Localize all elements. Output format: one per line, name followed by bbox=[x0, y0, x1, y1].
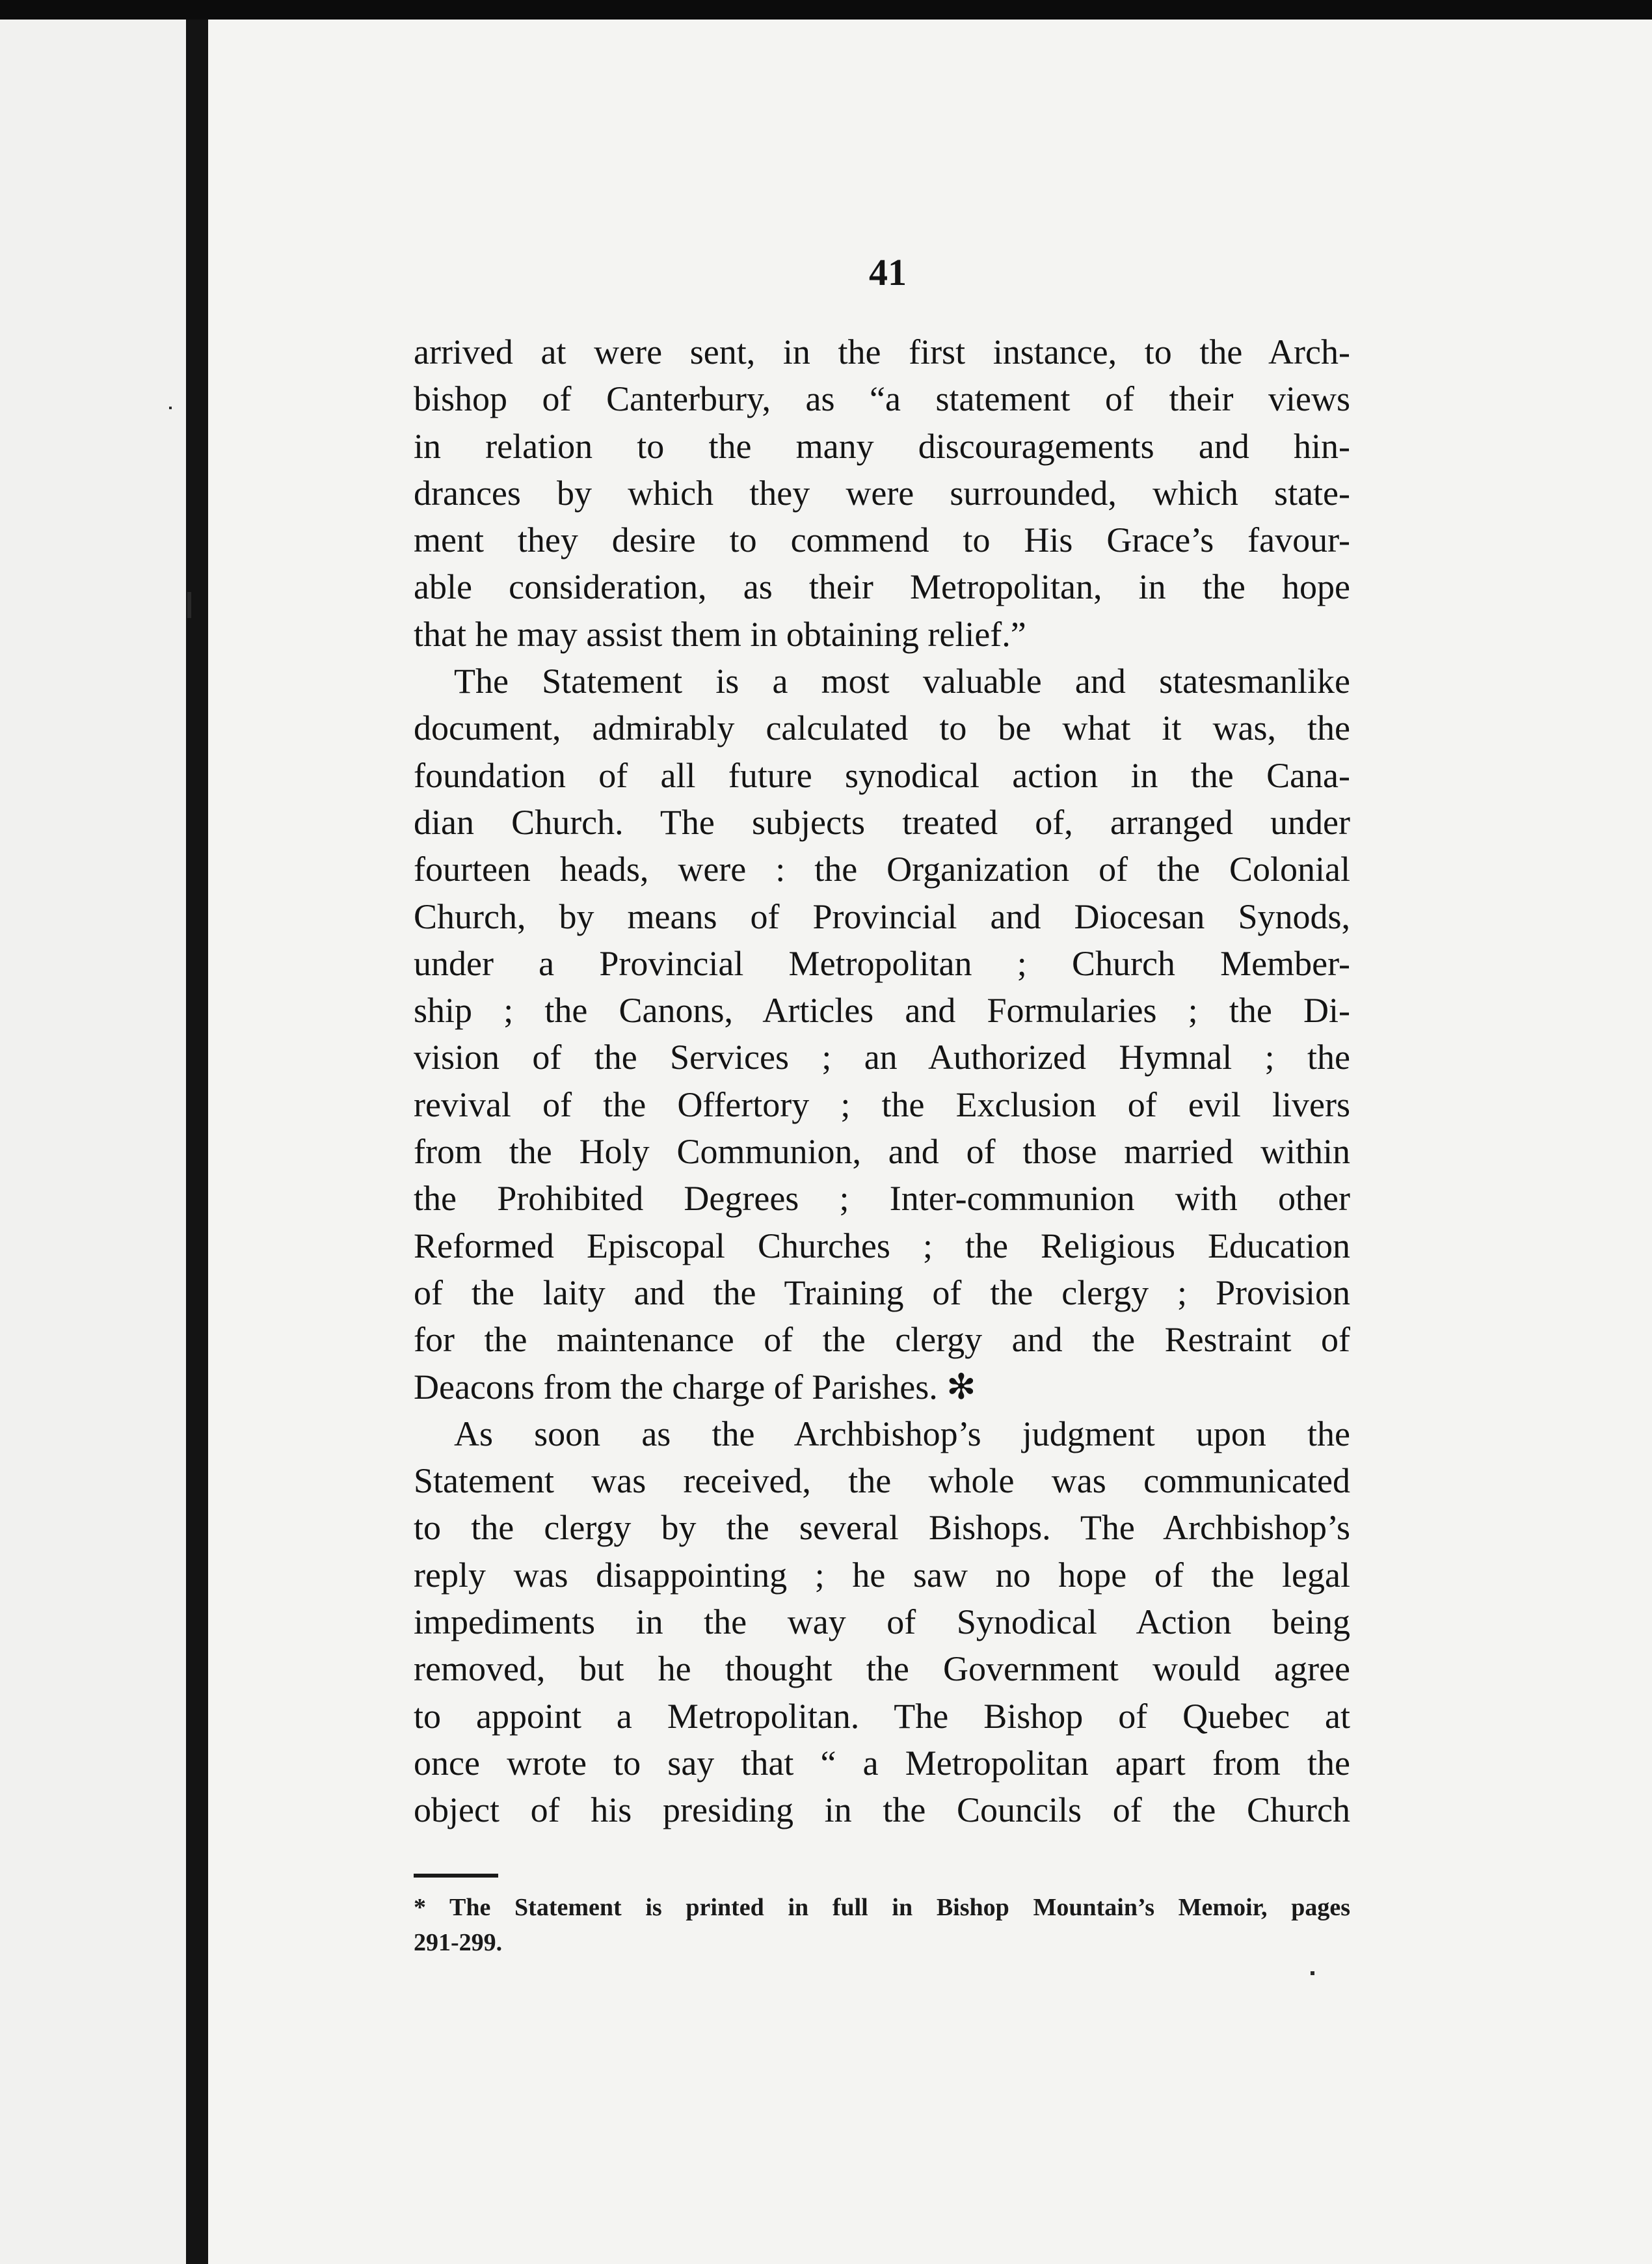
paragraph-1 bbox=[414, 329, 1350, 658]
text-line: arrived at were sent, in the first instance, to the Arch- bbox=[414, 332, 1350, 371]
text-line: under a Provincial Metropolitan ; Church Member- bbox=[414, 943, 1350, 983]
text-line: dian Church. The subjects treated of, arranged under bbox=[414, 802, 1350, 842]
text-line: once wrote to say that “ a Metropolitan apart from the bbox=[414, 1743, 1350, 1783]
paragraph-3 bbox=[414, 1410, 1350, 1834]
text-line: for the maintenance of the clergy and the Restraint of bbox=[414, 1320, 1350, 1360]
text-line: removed, but he thought the Government would agree bbox=[414, 1649, 1350, 1689]
text-line: drances by which they were surrounded, which state- bbox=[414, 473, 1350, 513]
book-gutter bbox=[186, 20, 208, 2264]
text-line: that he may assist them in obtaining relief.” bbox=[414, 614, 1026, 654]
text-line: fourteen heads, were : the Organization of the Colonial bbox=[414, 850, 1350, 889]
text-line: from the Holy Communion, and of those married within bbox=[414, 1132, 1350, 1172]
text-line: Statement was received, the whole was communicated bbox=[414, 1461, 1350, 1501]
text-line: to the clergy by the several Bishops. The Archbishop’s bbox=[414, 1508, 1350, 1548]
text-line: able consideration, as their Metropolitan, in the hope bbox=[414, 567, 1350, 607]
text-line: impediments in the way of Synodical Action being bbox=[414, 1602, 1350, 1642]
margin-speck bbox=[169, 407, 172, 409]
body-text bbox=[414, 329, 1350, 1834]
text-line: Church, by means of Provincial and Diocesan Synods, bbox=[414, 896, 1350, 936]
text-line: As soon as the Archbishop’s judgment upon the bbox=[454, 1414, 1350, 1453]
text-line: the Prohibited Degrees ; Inter-communion with other bbox=[414, 1179, 1350, 1219]
footnote-rule bbox=[414, 1874, 498, 1878]
footnote-line: 291-299. bbox=[414, 1929, 503, 1956]
text-line: of the laity and the Training of the clergy ; Provision bbox=[414, 1273, 1350, 1312]
page-number: 41 bbox=[869, 251, 907, 293]
text-line: Deacons from the charge of Parishes. ✻ bbox=[414, 1367, 976, 1407]
margin-speck bbox=[1311, 1971, 1314, 1975]
text-line: object of his presiding in the Councils of the Church bbox=[414, 1790, 1350, 1830]
text-line: revival of the Offertory ; the Exclusion of evil livers bbox=[414, 1085, 1350, 1124]
text-line: reply was disappointing ; he saw no hope of the legal bbox=[414, 1555, 1350, 1595]
text-line: ship ; the Canons, Articles and Formularies ; the Di- bbox=[414, 991, 1350, 1031]
text-line: ment they desire to commend to His Grace’s favour- bbox=[414, 520, 1350, 560]
text-line: The Statement is a most valuable and statesmanlike bbox=[454, 662, 1350, 701]
text-line: in relation to the many discouragements and hin- bbox=[414, 426, 1350, 466]
text-line: foundation of all future synodical action in the Cana- bbox=[414, 755, 1350, 795]
text-line: document, admirably calculated to be what it was, the bbox=[414, 708, 1350, 748]
paragraph-2 bbox=[414, 658, 1350, 1410]
text-line: vision of the Services ; an Authorized Hymnal ; the bbox=[414, 1038, 1350, 1077]
text-line: to appoint a Metropolitan. The Bishop of Quebec at bbox=[414, 1696, 1350, 1736]
text-line: bishop of Canterbury, as “a statement of their views bbox=[414, 379, 1350, 419]
text-line: Reformed Episcopal Churches ; the Religious Education bbox=[414, 1226, 1350, 1265]
margin-speck bbox=[187, 592, 191, 618]
footnote-line: * The Statement is printed in full in Bishop Mountain’s Memoir, pages bbox=[414, 1894, 1350, 1921]
facing-page-edge bbox=[0, 20, 186, 2264]
footnote bbox=[414, 1890, 1350, 1960]
